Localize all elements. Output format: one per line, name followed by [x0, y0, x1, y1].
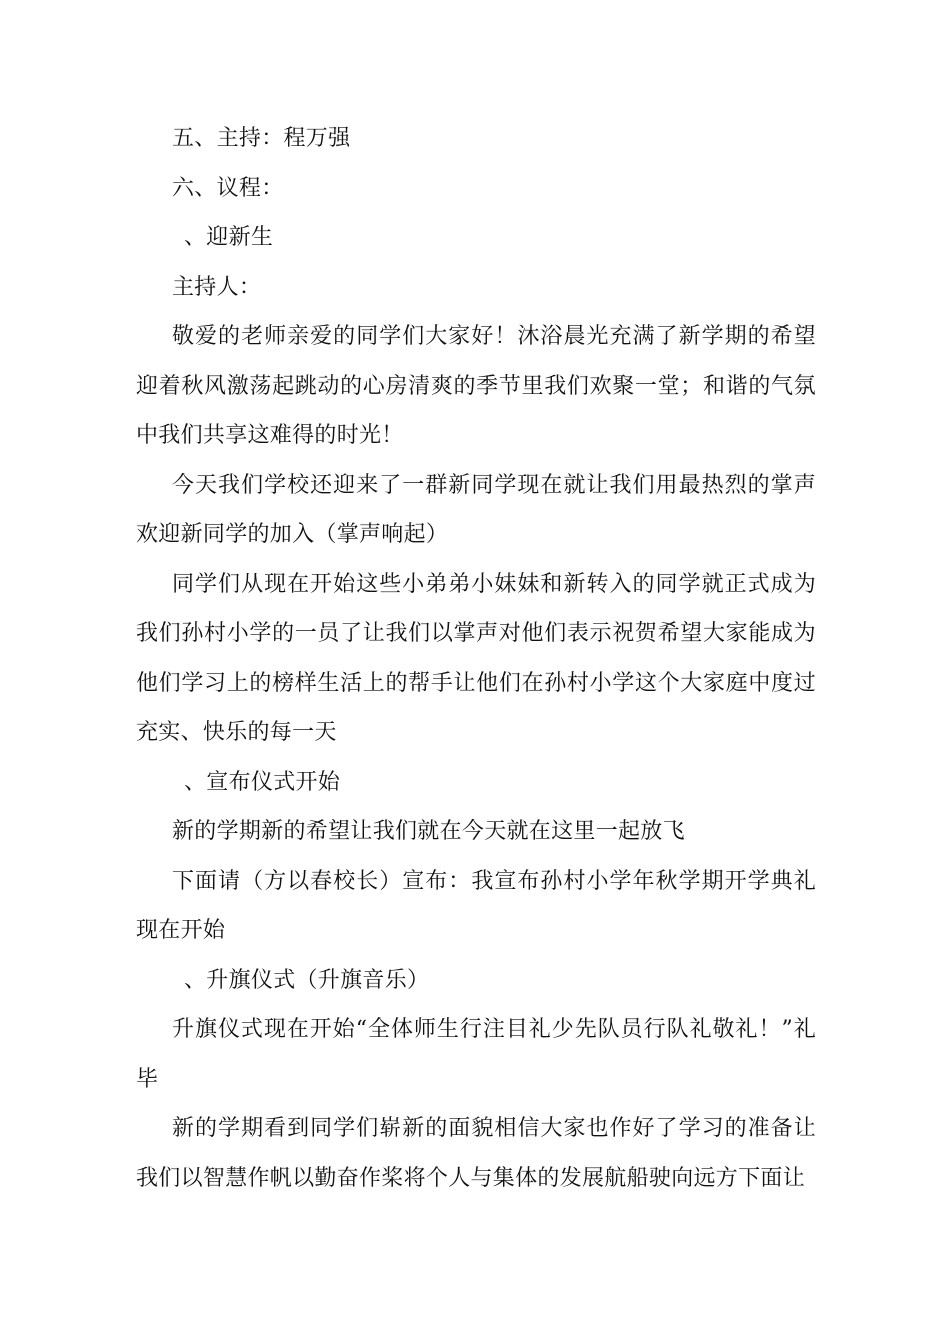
agenda-item-welcome: 、迎新生: [184, 225, 274, 250]
agenda-item-open: 、宣布仪式开始: [184, 769, 341, 795]
paragraph-host: 五、主持：程万强: [172, 126, 351, 151]
paragraph-welcome-new: 今天我们学校还迎来了一群新同学现在就让我们用最热烈的掌声欢迎新同学的加入（掌声响起）: [136, 472, 816, 547]
paragraph-announce: 下面请（方以春校长）宣布：我宣布孙村小学年秋学期开学典礼现在开始: [136, 868, 816, 943]
paragraph-new-term: 新的学期看到同学们崭新的面貌相信大家也作好了学习的准备让我们以智慧作帆以勤奋作桨将个人与集体的发展航船驶向远方下面让: [136, 1116, 816, 1191]
paragraph-greeting: 敬爱的老师亲爱的同学们大家好！沐浴晨光充满了新学期的希望迎着秋风激荡起跳动的心房清爽的季节里我们欢聚一堂；和谐的气氛中我们共享这难得的时光！: [136, 324, 816, 448]
paragraph-agenda: 六、议程：: [172, 175, 284, 201]
paragraph-host-label: 主持人：: [172, 274, 262, 300]
paragraph-new-hope: 新的学期新的希望让我们就在今天就在这里一起放飞: [172, 819, 685, 844]
paragraph-flag-start: 升旗仪式现在开始“全体师生行注目礼少先队员行队礼敬礼！”礼毕: [136, 1017, 816, 1092]
paragraph-new-students: 同学们从现在开始这些小弟弟小妹妹和新转入的同学就正式成为我们孙村小学的一员了让我们以掌声对他们表示祝贺希望大家能成为他们学习上的榜样生活上的帮手让他们在孙村小学这个大家庭中度过充实、快乐的每一天: [136, 571, 816, 745]
document-body: [136, 114, 816, 1203]
agenda-item-flag: 、升旗仪式（升旗音乐）: [184, 967, 430, 993]
